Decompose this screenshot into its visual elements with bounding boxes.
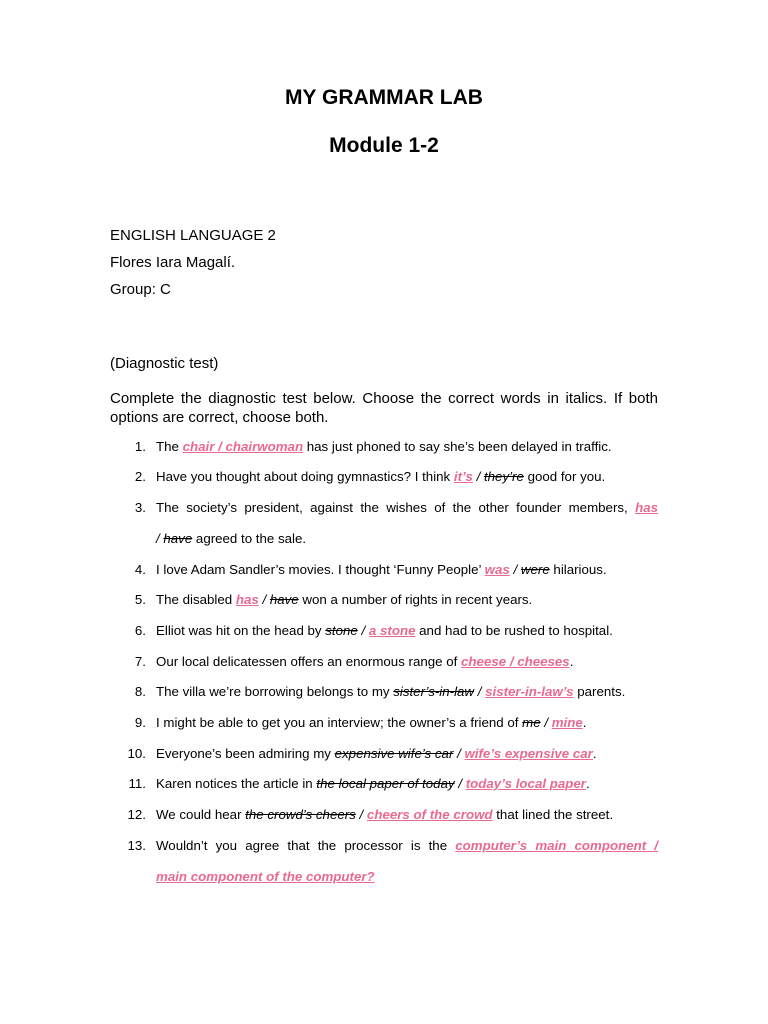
rejected-option: the local paper of today	[316, 776, 455, 791]
question-text: Wouldn’t you agree that the processor is the computer’s main component / main component of the computer?	[156, 838, 658, 884]
chosen-answer: was	[484, 562, 510, 577]
question-number: 7.	[134, 654, 146, 669]
question-text: Have you thought about doing gymnastics? I think it’s / they’re good for you.	[156, 469, 606, 484]
rejected-option: stone	[325, 623, 358, 638]
question-number: 3.	[134, 500, 146, 515]
chosen-answer: chair / chairwoman	[182, 439, 304, 454]
question-number: 11.	[128, 776, 146, 791]
module-subtitle: Module 1-2	[329, 134, 439, 157]
question-text: Elliot was hit on the head by stone / a stone and had to be rushed to hospital.	[156, 623, 613, 638]
question-number: 2.	[134, 469, 146, 484]
chosen-answer: cheese / cheeses	[461, 654, 570, 669]
chosen-answer: main component of the computer?	[156, 869, 375, 884]
question-text: Karen notices the article in the local paper of today / today’s local paper.	[156, 776, 590, 791]
question-text: Our local delicatessen offers an enormous range of cheese / cheeses.	[156, 654, 574, 669]
chosen-answer: mine	[551, 715, 583, 730]
chosen-answer: has	[235, 592, 259, 607]
question-number: 5.	[134, 592, 146, 607]
document-title: MY GRAMMAR LAB	[285, 86, 483, 109]
question-number: 1.	[134, 439, 146, 454]
question-number: 9.	[134, 715, 146, 730]
rejected-option: expensive wife’s car	[334, 746, 454, 761]
question-text: Everyone’s been admiring my expensive wife’s car / wife’s expensive car.	[156, 746, 597, 761]
question-text: The society’s president, against the wishes of the other founder members, has / have agreed to the sale.	[156, 500, 658, 546]
chosen-answer: cheers of the crowd	[366, 807, 493, 822]
chosen-answer: wife’s expensive car	[464, 746, 593, 761]
question-number: 8.	[134, 684, 146, 699]
question-number: 12.	[127, 807, 146, 822]
course-name: ENGLISH LANGUAGE 2	[110, 227, 276, 244]
chosen-answer: computer’s main component /	[455, 838, 658, 853]
chosen-answer: sister-in-law’s	[485, 684, 574, 699]
question-text: We could hear the crowd’s cheers / cheers of the crowd that lined the street.	[156, 807, 614, 822]
question-number: 4.	[134, 562, 146, 577]
group-label: Group: C	[110, 281, 171, 298]
rejected-option: they’re	[483, 469, 524, 484]
question-number: 10.	[127, 746, 146, 761]
rejected-option: the crowd’s cheers	[245, 807, 356, 822]
rejected-option: sister’s-in-law	[393, 684, 475, 699]
question-text: I love Adam Sandler’s movies. I thought ‘Funny People’ was / were hilarious.	[156, 562, 607, 577]
section-heading: (Diagnostic test)	[110, 355, 219, 372]
rejected-option: have	[163, 531, 193, 546]
rejected-option: were	[520, 562, 550, 577]
rejected-option: me	[522, 715, 541, 730]
question-text: The villa we’re borrowing belongs to my sister’s-in-law / sister-in-law’s parents.	[156, 684, 626, 699]
rejected-option: have	[269, 592, 299, 607]
chosen-answer: a stone	[368, 623, 416, 638]
question-text: I might be able to get you an interview; the owner’s a friend of me / mine.	[156, 715, 587, 730]
question-text: The disabled has / have won a number of rights in recent years.	[156, 592, 533, 607]
question-text: The chair / chairwoman has just phoned to say she’s been delayed in traffic.	[156, 439, 612, 454]
student-name: Flores Iara Magalí.	[110, 254, 236, 271]
chosen-answer: it’s	[453, 469, 473, 484]
question-number: 6.	[134, 623, 146, 638]
chosen-answer: today’s local paper	[465, 776, 586, 791]
chosen-answer: has	[635, 500, 658, 515]
instructions: Complete the diagnostic test below. Choose the correct words in italics. If both options are correct, choose both.	[110, 390, 658, 426]
question-number: 13.	[127, 838, 146, 853]
